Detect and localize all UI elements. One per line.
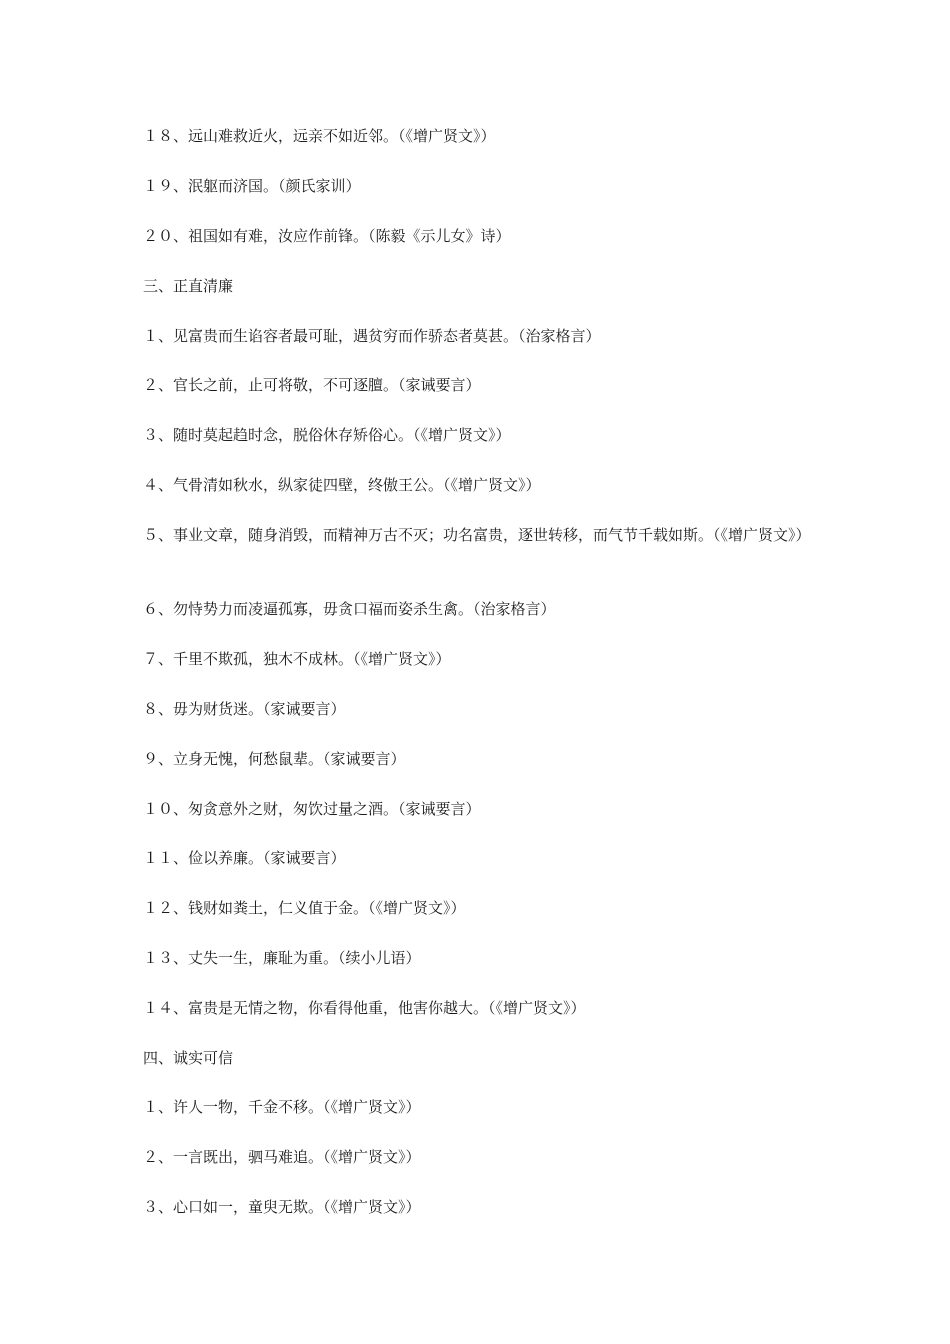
proverb-line: １３、丈失一生，廉耻为重。（续小儿语） xyxy=(143,949,421,967)
section-heading: 四、诚实可信 xyxy=(143,1049,234,1067)
proverb-line: １０、匆贪意外之财，匆饮过量之酒。（家诫要言） xyxy=(143,800,481,818)
proverb-line: ２、一言既出，驷马难追。（《增广贤文》） xyxy=(143,1148,421,1166)
proverb-line: ６、勿恃势力而凌逼孤寡，毋贪口福而姿杀生禽。（治家格言） xyxy=(143,600,556,618)
proverb-line: １８、远山难救近火，远亲不如近邻。（《增广贤文》） xyxy=(143,127,496,145)
proverb-line: ２０、祖国如有难，汝应作前锋。（陈毅《示儿女》诗） xyxy=(143,227,511,245)
proverb-line: １２、钱财如粪土，仁义值于金。（《增广贤文》） xyxy=(143,899,466,917)
proverb-line: ９、立身无愧，何愁鼠辈。（家诫要言） xyxy=(143,750,406,768)
proverb-line: １１、俭以养廉。（家诫要言） xyxy=(143,849,346,867)
proverb-line: ４、气骨清如秋水，纵家徒四壁，终傲王公。（《增广贤文》） xyxy=(143,476,541,494)
section-heading: 三、正直清廉 xyxy=(143,277,234,295)
proverb-line: １、见富贵而生谄容者最可耻，遇贫穷而作骄态者莫甚。（治家格言） xyxy=(143,327,601,345)
proverb-line: １４、富贵是无情之物，你看得他重，他害你越大。（《增广贤文》） xyxy=(143,999,586,1017)
proverb-line: １９、泯躯而济国。（颜氏家训） xyxy=(143,177,361,195)
proverb-line: １、许人一物，千金不移。（《增广贤文》） xyxy=(143,1098,421,1116)
proverb-line: ３、随时莫起趋时念，脱俗休存矫俗心。（《增广贤文》） xyxy=(143,426,511,444)
proverb-line: ３、心口如一，童臾无欺。（《增广贤文》） xyxy=(143,1198,421,1216)
proverb-line: ７、千里不欺孤，独木不成林。（《增广贤文》） xyxy=(143,650,451,668)
proverb-line: ２、官长之前，止可将敬，不可逐膻。（家诫要言） xyxy=(143,376,481,394)
proverb-line: ８、毋为财货迷。（家诫要言） xyxy=(143,700,346,718)
proverb-line: ５、事业文章，随身消毁，而精神万古不灭；功名富贵，逐世转移，而气节千载如斯。（《增广贤文》） xyxy=(143,526,811,544)
